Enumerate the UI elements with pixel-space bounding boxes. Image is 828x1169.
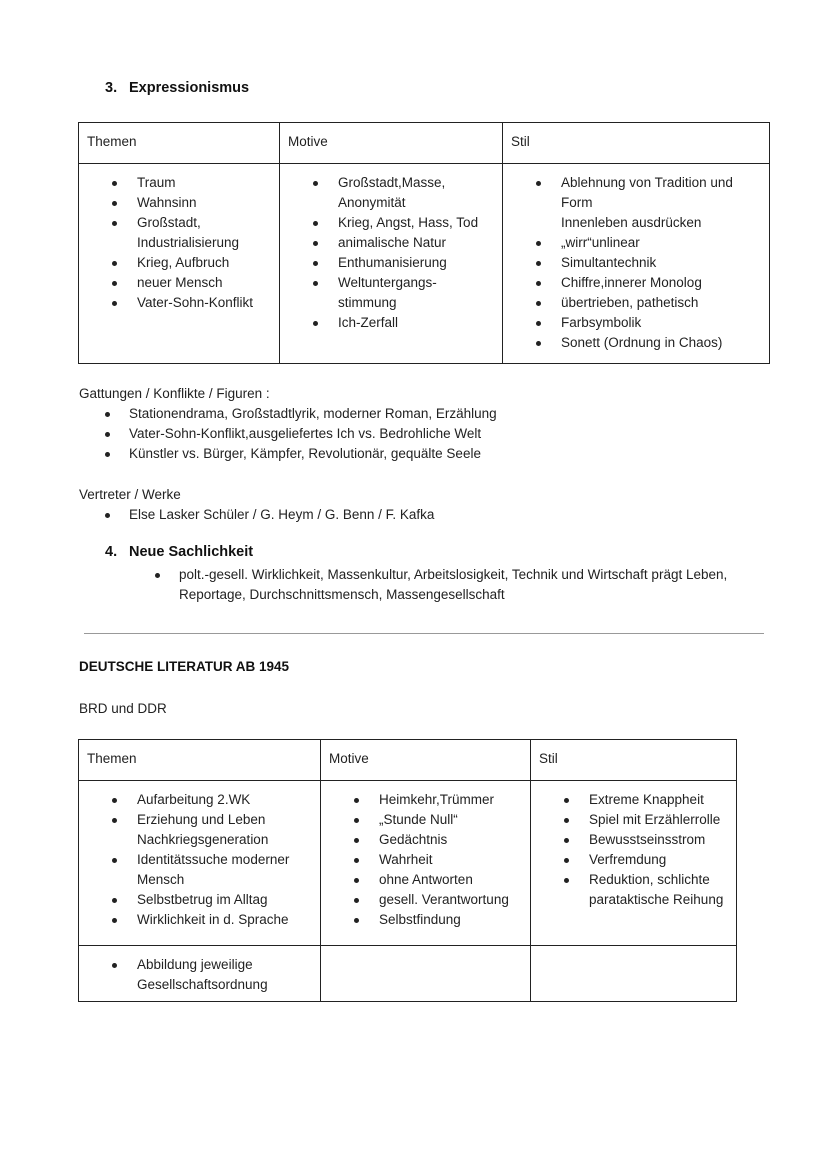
literatur-1945-table [78, 739, 737, 1002]
list-item-continuation: Reportage, Durchschnittsmensch, Massengesellschaft [179, 587, 505, 602]
section-4-number: 4. [105, 544, 118, 560]
stil-cell [531, 781, 737, 946]
list-item: Wahnsinn [79, 193, 279, 213]
section-3-title: Expressionismus [129, 80, 250, 96]
section-3-heading [105, 80, 249, 96]
list-item: gesell. Verantwortung [321, 890, 530, 910]
list-item: „Stunde Null“ [321, 810, 530, 830]
stil-list [503, 164, 769, 359]
vertreter-label: Vertreter / Werke [79, 487, 181, 502]
header-themen: Themen [79, 123, 280, 164]
list-item: Weltuntergangs- [280, 273, 502, 293]
section-divider [84, 633, 764, 634]
list-item: Else Lasker Schüler / G. Heym / G. Benn / F. Kafka [79, 505, 779, 525]
section-3-number: 3. [105, 80, 118, 96]
list-item: Extreme Knappheit [531, 790, 736, 810]
list-item: Sonett (Ordnung in Chaos) [503, 333, 769, 353]
gattungen-block [79, 404, 779, 464]
list-item: Chiffre,innerer Monolog [503, 273, 769, 293]
header-stil: Stil [503, 123, 770, 164]
literatur-1945-title: DEUTSCHE LITERATUR AB 1945 [79, 659, 290, 674]
list-item: animalische Natur [280, 233, 502, 253]
list-item: Krieg, Aufbruch [79, 253, 279, 273]
list-item: Gedächtnis [321, 830, 530, 850]
list-item: Farbsymbolik [503, 313, 769, 333]
list-item: Künstler vs. Bürger, Kämpfer, Revolutionär, gequälte Seele [79, 444, 779, 464]
list-item: Abbildung jeweilige [79, 955, 320, 975]
empty-cell [531, 946, 737, 1002]
extra-themen-list [79, 946, 320, 1001]
themen-cell [79, 164, 280, 364]
list-item: Vater-Sohn-Konflikt [79, 293, 279, 313]
list-item: Nachkriegsgeneration [137, 832, 269, 847]
list-item: Bewusstseinsstrom [531, 830, 736, 850]
list-item: Selbstfindung [321, 910, 530, 930]
header-themen: Themen [79, 740, 321, 781]
section-4-list [129, 565, 789, 605]
vertreter-block [79, 505, 779, 525]
list-item: Großstadt, [79, 213, 279, 233]
list-item: Anonymität [338, 195, 406, 210]
list-item: Reduktion, schlichte [531, 870, 736, 890]
empty-cell [321, 946, 531, 1002]
list-item: Großstadt,Masse, [280, 173, 502, 193]
list-item: ohne Antworten [321, 870, 530, 890]
header-stil: Stil [531, 740, 737, 781]
literatur-1945-subtitle: BRD und DDR [79, 701, 167, 716]
list-item: parataktische Reihung [589, 892, 724, 907]
header-motive: Motive [321, 740, 531, 781]
list-item: übertrieben, pathetisch [503, 293, 769, 313]
list-item: Identitätssuche moderner [79, 850, 320, 870]
list-item: Traum [79, 173, 279, 193]
list-item: „wirr“unlinear [503, 233, 769, 253]
list-item: Simultantechnik [503, 253, 769, 273]
section-4-title: Neue Sachlichkeit [129, 544, 254, 560]
list-item: Stationendrama, Großstadtlyrik, moderner Roman, Erzählung [79, 404, 779, 424]
list-item: Wahrheit [321, 850, 530, 870]
extra-themen-cell [79, 946, 321, 1002]
themen-list [79, 781, 320, 936]
list-item: Verfremdung [531, 850, 736, 870]
gattungen-label: Gattungen / Konflikte / Figuren : [79, 386, 270, 401]
list-item: neuer Mensch [79, 273, 279, 293]
list-item: Innenleben ausdrücken [561, 215, 702, 230]
gattungen-list [79, 404, 779, 464]
list-item: Selbstbetrug im Alltag [79, 890, 320, 910]
list-item: Heimkehr,Trümmer [321, 790, 530, 810]
list-item: Vater-Sohn-Konflikt,ausgeliefertes Ich vs. Bedrohliche Welt [79, 424, 779, 444]
vertreter-list [79, 505, 779, 525]
motive-list [280, 164, 502, 339]
section-4-block [129, 565, 789, 605]
list-item: polt.-gesell. Wirklichkeit, Massenkultur, Arbeitslosigkeit, Technik und Wirtschaft prägt Leben, [129, 565, 789, 585]
stil-cell [503, 164, 770, 364]
list-item: Ablehnung von Tradition und [503, 173, 769, 193]
motive-list [321, 781, 530, 936]
motive-cell [280, 164, 503, 364]
list-item: Mensch [137, 872, 185, 887]
header-motive: Motive [280, 123, 503, 164]
list-item: Form [561, 195, 593, 210]
stil-list [531, 781, 736, 916]
list-item: Aufarbeitung 2.WK [79, 790, 320, 810]
themen-list [79, 164, 279, 319]
section-4-heading [105, 544, 253, 560]
list-item: Spiel mit Erzählerrolle [531, 810, 736, 830]
motive-cell [321, 781, 531, 946]
themen-cell [79, 781, 321, 946]
list-item: Krieg, Angst, Hass, Tod [280, 213, 502, 233]
list-item: Ich-Zerfall [280, 313, 502, 333]
list-item: Industrialisierung [137, 235, 240, 250]
list-item: Enthumanisierung [280, 253, 502, 273]
expressionismus-table [78, 122, 770, 364]
list-item: Gesellschaftsordnung [137, 977, 268, 992]
list-item: Wirklichkeit in d. Sprache [79, 910, 320, 930]
list-item: Erziehung und Leben [79, 810, 320, 830]
list-item: stimmung [338, 295, 397, 310]
